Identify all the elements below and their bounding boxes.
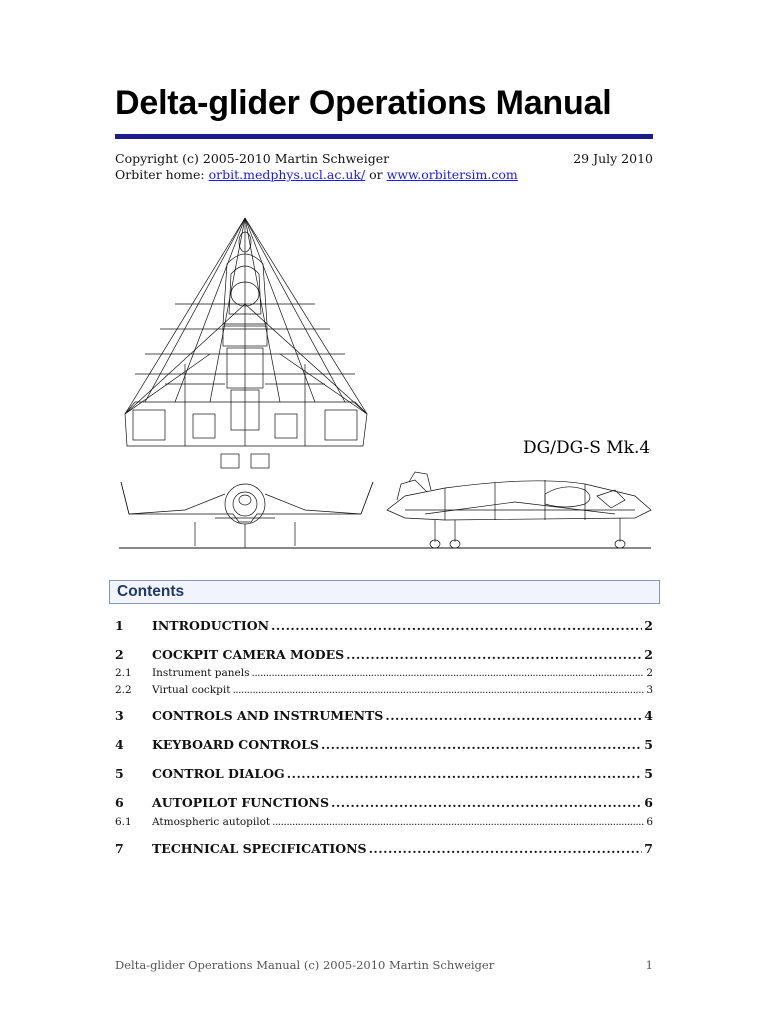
- toc-label: TECHNICAL SPECIFICATIONS: [152, 841, 367, 856]
- document-meta: [115, 151, 653, 183]
- orbitersim-link[interactable]: www.orbitersim.com: [386, 167, 518, 182]
- top-view-drawing: [125, 218, 367, 468]
- orbit-link[interactable]: orbit.medphys.ucl.ac.uk/: [208, 167, 366, 182]
- toc-page: 6: [644, 795, 653, 810]
- page-title: Delta-glider Operations Manual: [115, 84, 612, 122]
- toc-leader: [346, 647, 642, 662]
- toc-entry[interactable]: [115, 841, 653, 856]
- date-text: 29 July 2010: [573, 151, 653, 166]
- toc-page: 2: [644, 618, 653, 633]
- toc-page: 5: [644, 766, 653, 781]
- toc-number: 4: [115, 737, 124, 752]
- contents-header: [109, 580, 660, 604]
- toc-label: Instrument panels: [152, 667, 250, 679]
- toc-number: 6.1: [115, 816, 132, 828]
- toc-number: 6: [115, 795, 124, 810]
- toc-page: 5: [644, 737, 653, 752]
- toc-number: 2.1: [115, 667, 132, 679]
- toc-label: INTRODUCTION: [152, 618, 270, 633]
- toc-label: AUTOPILOT FUNCTIONS: [152, 795, 330, 810]
- toc-entry[interactable]: [115, 618, 653, 633]
- footer-text: Delta-glider Operations Manual (c) 2005-2010 Martin Schweiger: [115, 958, 495, 972]
- toc-entry[interactable]: [115, 684, 653, 696]
- toc-entry[interactable]: [115, 766, 653, 781]
- toc-leader: [385, 708, 642, 723]
- toc-entry[interactable]: [115, 737, 653, 752]
- toc-leader: [287, 766, 643, 781]
- link-separator: or: [369, 167, 383, 182]
- toc-number: 2: [115, 647, 124, 662]
- toc-label: Atmospheric autopilot: [152, 816, 271, 828]
- footer-page-number: 1: [645, 958, 653, 972]
- toc-leader: [232, 684, 644, 696]
- toc-page: 2: [646, 667, 653, 679]
- toc-label: CONTROL DIALOG: [152, 766, 285, 781]
- page-footer: [115, 958, 653, 972]
- toc-page: 6: [646, 816, 653, 828]
- contents-title: Contents: [117, 583, 185, 600]
- toc-leader: [272, 816, 644, 828]
- toc-page: 4: [644, 708, 653, 723]
- toc-entry[interactable]: [115, 647, 653, 662]
- toc-label: COCKPIT CAMERA MODES: [152, 647, 345, 662]
- toc-number: 2.2: [115, 684, 132, 696]
- delta-glider-wireframe: [115, 214, 655, 554]
- toc-label: CONTROLS AND INSTRUMENTS: [152, 708, 384, 723]
- toc-entry[interactable]: [115, 667, 653, 679]
- toc-number: 1: [115, 618, 124, 633]
- toc-label: Virtual cockpit: [152, 684, 231, 696]
- toc-number: 7: [115, 841, 124, 856]
- toc-leader: [331, 795, 642, 810]
- front-view-drawing: [121, 482, 373, 548]
- toc-label: KEYBOARD CONTROLS: [152, 737, 319, 752]
- copyright-text: Copyright (c) 2005-2010 Martin Schweiger: [115, 151, 390, 166]
- toc-entry[interactable]: [115, 708, 653, 723]
- toc-entry[interactable]: [115, 795, 653, 810]
- side-view-drawing: [387, 472, 651, 548]
- model-label: DG/DG-S Mk.4: [523, 438, 651, 458]
- toc-number: 5: [115, 766, 124, 781]
- home-label: Orbiter home:: [115, 167, 205, 182]
- toc-page: 2: [644, 647, 653, 662]
- toc-leader: [271, 618, 642, 633]
- toc-page: 7: [644, 841, 653, 856]
- toc-leader: [321, 737, 642, 752]
- toc-leader: [252, 667, 645, 679]
- toc-entry[interactable]: [115, 816, 653, 828]
- toc-number: 3: [115, 708, 124, 723]
- toc-page: 3: [646, 684, 653, 696]
- toc-leader: [369, 841, 643, 856]
- title-rule: [115, 134, 653, 139]
